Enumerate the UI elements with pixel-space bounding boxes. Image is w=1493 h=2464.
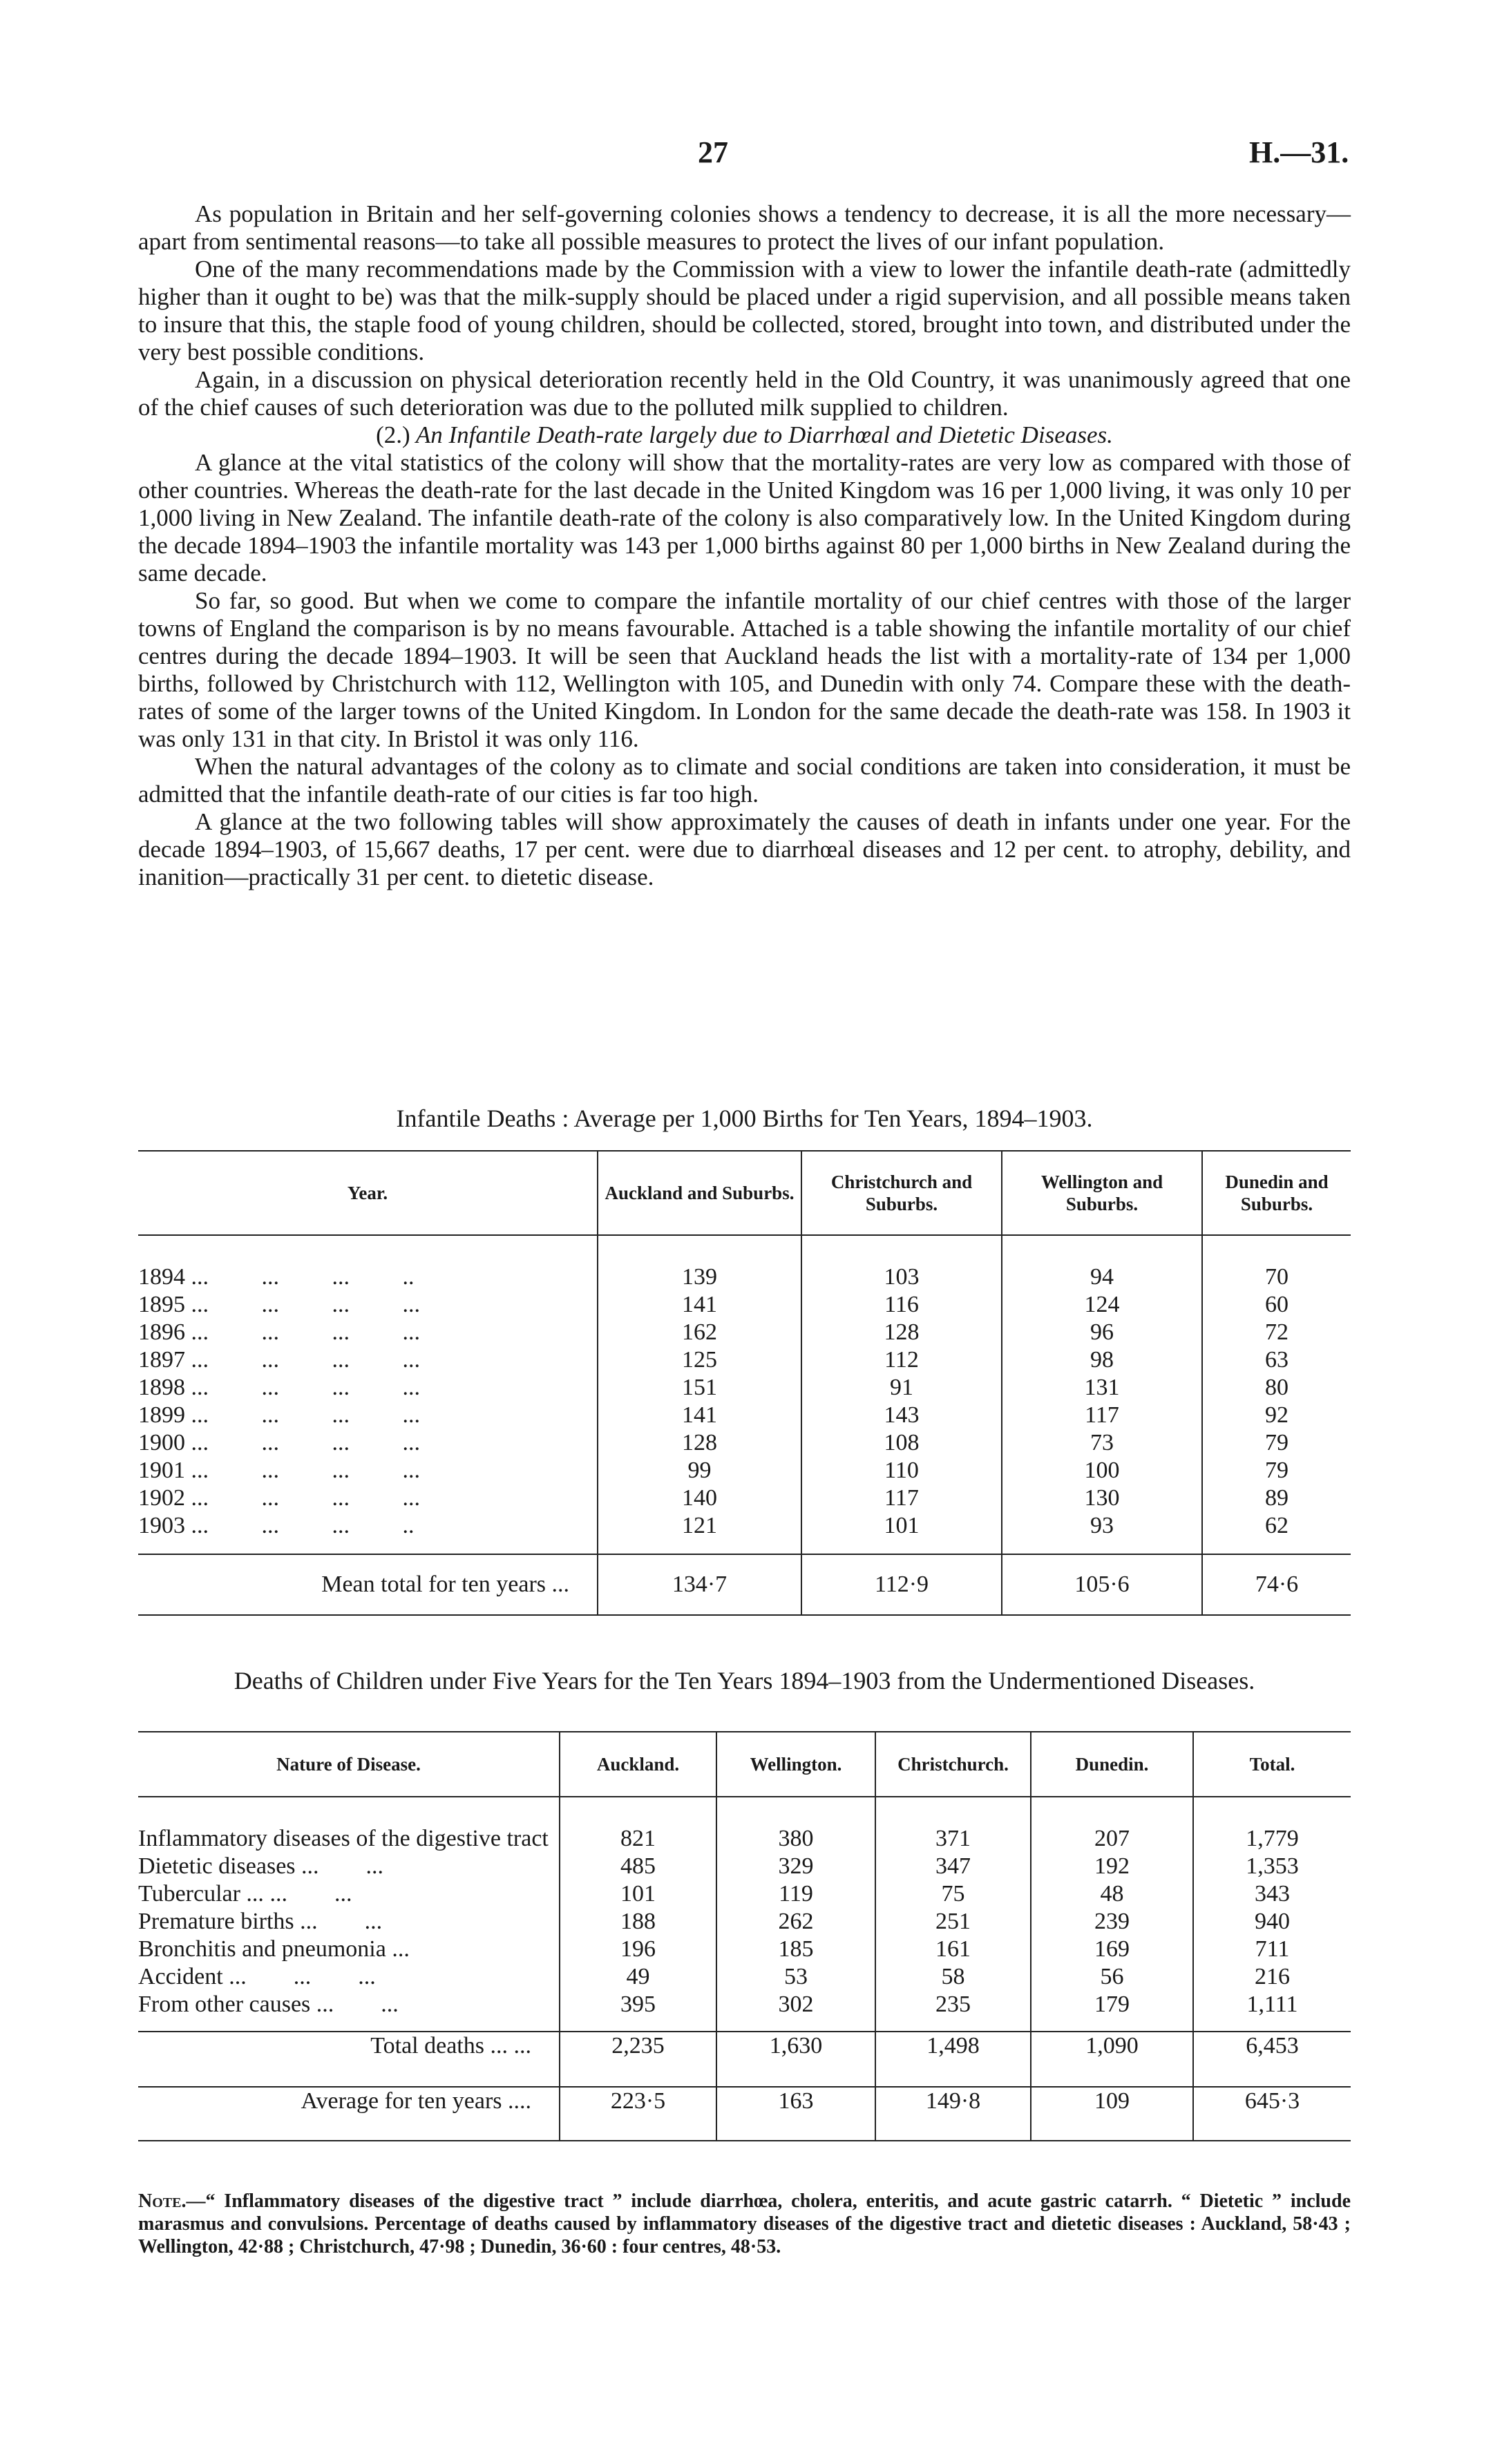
value-cell: 75 — [875, 1880, 1031, 1908]
dot-leader: ... ... ... ... — [191, 1319, 420, 1345]
year-value: 1899 — [138, 1402, 185, 1428]
table-row — [138, 1991, 1351, 2032]
value-cell: 121 — [598, 1512, 801, 1554]
subheading-number: (2.) — [376, 421, 410, 448]
note-text: —“ Inflammatory diseases of the digestive tract ” include diarrhœa, cholera, enteritis, and acute gastric catarrh. “ Dietetic ” include marasmus and convulsions. Percentage of deaths caused by inflammatory diseases of the digestive tract and dietetic diseases : Auckland, 58·43 ; Wellington, 42·88 ; Christchurch, 47·98 ; Dunedin, 36·60 : four centres, 48·53. — [138, 2190, 1351, 2257]
value-cell: 79 — [1202, 1429, 1351, 1457]
year-cell — [138, 1374, 598, 1402]
value-cell: 235 — [875, 1991, 1031, 2032]
value-cell: 196 — [560, 1936, 716, 1963]
year-cell — [138, 1319, 598, 1346]
value-cell: 140 — [598, 1484, 801, 1512]
mean-value: 74·6 — [1202, 1554, 1351, 1615]
col-header-total: Total. — [1193, 1732, 1351, 1797]
value-cell: 179 — [1031, 1991, 1193, 2032]
year-cell — [138, 1484, 598, 1512]
value-cell: 125 — [598, 1346, 801, 1374]
value-cell: 56 — [1031, 1963, 1193, 1991]
average-value: 149·8 — [875, 2087, 1031, 2141]
average-value: 645·3 — [1193, 2087, 1351, 2141]
dot-leader: ... ... — [269, 1881, 352, 1907]
average-row — [138, 2087, 1351, 2141]
value-cell: 110 — [801, 1457, 1002, 1484]
value-cell: 192 — [1031, 1853, 1193, 1880]
paragraph: As population in Britain and her self-governing colonies shows a tendency to decrease, it is all the more necessary—apart from sentimental reasons—to take all possible measures to protect the lives of our infant population. — [138, 200, 1351, 255]
value-cell: 70 — [1202, 1235, 1351, 1291]
year-value: 1903 — [138, 1513, 185, 1538]
value-cell: 79 — [1202, 1457, 1351, 1484]
dot-leader: ... ... ... .. — [191, 1264, 415, 1290]
value-cell: 395 — [560, 1991, 716, 2032]
mean-value: 112·9 — [801, 1554, 1002, 1615]
value-cell: 89 — [1202, 1484, 1351, 1512]
year-value: 1900 — [138, 1430, 185, 1455]
paragraph: Again, in a discussion on physical deterioration recently held in the Old Country, it was unanimously agreed that one of the chief causes of such deterioration was due to the polluted milk supplied to children. — [138, 366, 1351, 421]
disease-cell — [138, 1963, 560, 1991]
value-cell: 821 — [560, 1797, 716, 1853]
year-value: 1898 — [138, 1375, 185, 1400]
value-cell: 169 — [1031, 1936, 1193, 1963]
mean-value: 134·7 — [598, 1554, 801, 1615]
value-cell: 141 — [598, 1402, 801, 1429]
value-cell: 94 — [1002, 1235, 1202, 1291]
value-cell: 93 — [1002, 1512, 1202, 1554]
value-cell: 92 — [1202, 1402, 1351, 1429]
value-cell: 58 — [875, 1963, 1031, 1991]
total-value: 1,630 — [716, 2032, 875, 2087]
dot-leader: ... ... ... ... — [191, 1375, 420, 1400]
dot-leader: ... ... — [301, 1853, 384, 1879]
value-cell: 1,111 — [1193, 1991, 1351, 2032]
value-cell: 73 — [1002, 1429, 1202, 1457]
table-row — [138, 1512, 1351, 1554]
table-row — [138, 1429, 1351, 1457]
year-value: 1896 — [138, 1319, 185, 1345]
value-cell: 96 — [1002, 1319, 1202, 1346]
disease-cell — [138, 1908, 560, 1936]
col-header-wellington: Wellington. — [716, 1732, 875, 1797]
table-row — [138, 1346, 1351, 1374]
table-row — [138, 1908, 1351, 1936]
dot-leader: ... ... ... .. — [191, 1513, 415, 1538]
paragraph: One of the many recommendations made by the Commission with a view to lower the infantile death-rate (admittedly higher than it ought to be) was that the milk-supply should be placed under a rigid supervision, and all possible means taken to insure that this, the staple food of young children, should be collected, stored, brought into town, and distributed under the very best possible conditions. — [138, 256, 1351, 365]
average-value: 109 — [1031, 2087, 1193, 2141]
value-cell: 1,353 — [1193, 1853, 1351, 1880]
value-cell: 151 — [598, 1374, 801, 1402]
value-cell: 239 — [1031, 1908, 1193, 1936]
value-cell: 251 — [875, 1908, 1031, 1936]
value-cell: 347 — [875, 1853, 1031, 1880]
value-cell: 101 — [801, 1512, 1002, 1554]
total-value: 6,453 — [1193, 2032, 1351, 2087]
disease-cell — [138, 1797, 560, 1853]
dot-leader: ... ... ... ... — [191, 1485, 420, 1511]
total-value: 1,090 — [1031, 2032, 1193, 2087]
col-header-dunedin: Dunedin. — [1031, 1732, 1193, 1797]
dot-leader: ... ... — [300, 1909, 383, 1934]
value-cell: 98 — [1002, 1346, 1202, 1374]
year-cell — [138, 1429, 598, 1457]
mean-row — [138, 1554, 1351, 1615]
year-cell — [138, 1512, 598, 1554]
value-cell: 216 — [1193, 1963, 1351, 1991]
table-row — [138, 1936, 1351, 1963]
value-cell: 60 — [1202, 1291, 1351, 1319]
year-value: 1894 — [138, 1264, 185, 1290]
dot-leader: ... ... ... ... — [191, 1458, 420, 1483]
value-cell: 161 — [875, 1936, 1031, 1963]
disease-label: Dietetic diseases — [138, 1853, 296, 1879]
value-cell: 49 — [560, 1963, 716, 1991]
value-cell: 128 — [598, 1429, 801, 1457]
col-year-header: Year. — [138, 1151, 598, 1235]
year-value: 1902 — [138, 1485, 185, 1511]
value-cell: 124 — [1002, 1291, 1202, 1319]
value-cell: 139 — [598, 1235, 801, 1291]
disease-cell — [138, 1936, 560, 1963]
value-cell: 371 — [875, 1797, 1031, 1853]
total-value: 1,498 — [875, 2032, 1031, 2087]
value-cell: 72 — [1202, 1319, 1351, 1346]
dot-leader: ... ... ... ... — [191, 1292, 420, 1317]
value-cell: 80 — [1202, 1374, 1351, 1402]
paragraph: So far, so good. But when we come to compare the infantile mortality of our chief centres with those of the larger towns of England the comparison is by no means favourable. Attached is a table showing the infantile mortality of our chief centres during the decade 1894–1903. It will be seen that Auckland heads the list with a mortality-rate of 134 per 1,000 births, followed by Christchurch with 112, Wellington with 105, and Dunedin with only 74. Compare these with the death-rates of some of the larger towns of the United Kingdom. In London for the same decade the death-rate was 158. In 1903 it was only 131 in that city. In Bristol it was only 116. — [138, 587, 1351, 752]
table-row — [138, 1484, 1351, 1512]
value-cell: 130 — [1002, 1484, 1202, 1512]
value-cell: 116 — [801, 1291, 1002, 1319]
disease-label: Tubercular ... — [138, 1881, 264, 1907]
dot-leader: ... — [392, 1936, 410, 1962]
value-cell: 62 — [1202, 1512, 1351, 1554]
year-cell — [138, 1291, 598, 1319]
value-cell: 128 — [801, 1319, 1002, 1346]
value-cell: 101 — [560, 1880, 716, 1908]
infantile-deaths-table — [138, 1150, 1351, 1616]
disease-cell — [138, 1853, 560, 1880]
total-value: 2,235 — [560, 2032, 716, 2087]
subheading-text: An Infantile Death-rate largely due to Diarrhœal and Dietetic Diseases. — [415, 421, 1113, 448]
body-text — [138, 200, 1351, 891]
value-cell: 1,779 — [1193, 1797, 1351, 1853]
average-label: Average for ten years .... — [138, 2087, 560, 2141]
average-value: 163 — [716, 2087, 875, 2141]
paragraph: A glance at the two following tables will show approximately the causes of death in infants under one year. For the decade 1894–1903, of 15,667 deaths, 17 per cent. were due to diarrhœal diseases and 12 per cent. to atrophy, debility, and inanition—practically 31 per cent. to dietetic disease. — [138, 808, 1351, 890]
value-cell: 91 — [801, 1374, 1002, 1402]
col-header-christchurch: Christchurch and Suburbs. — [801, 1151, 1002, 1235]
col-header-dunedin: Dunedin and Suburbs. — [1202, 1151, 1351, 1235]
note-label: Note. — [138, 2190, 187, 2212]
value-cell: 485 — [560, 1853, 716, 1880]
disease-label: Bronchitis and pneumonia — [138, 1936, 386, 1962]
col-header-wellington: Wellington and Suburbs. — [1002, 1151, 1202, 1235]
table-row — [138, 1457, 1351, 1484]
table2-title: Deaths of Children under Five Years for the Ten Years 1894–1903 from the Undermentioned Diseases. — [234, 1667, 1255, 1694]
value-cell: 141 — [598, 1291, 801, 1319]
table-row — [138, 1402, 1351, 1429]
value-cell: 143 — [801, 1402, 1002, 1429]
col-header-christchurch: Christchurch. — [875, 1732, 1031, 1797]
disease-label: Accident — [138, 1964, 223, 1989]
value-cell: 380 — [716, 1797, 875, 1853]
mean-label: Mean total for ten years ... — [138, 1554, 598, 1615]
table-row — [138, 1880, 1351, 1908]
table-row — [138, 1963, 1351, 1991]
table-row — [138, 1374, 1351, 1402]
average-value: 223·5 — [560, 2087, 716, 2141]
total-label: Total deaths ... ... — [138, 2032, 560, 2087]
value-cell: 711 — [1193, 1936, 1351, 1963]
disease-label: Inflammatory diseases of the digestive tract — [138, 1826, 549, 1851]
value-cell: 131 — [1002, 1374, 1202, 1402]
value-cell: 99 — [598, 1457, 801, 1484]
document-code: H.—31. — [1249, 135, 1349, 169]
value-cell: 343 — [1193, 1880, 1351, 1908]
year-value: 1897 — [138, 1347, 185, 1373]
year-cell — [138, 1346, 598, 1374]
value-cell: 103 — [801, 1235, 1002, 1291]
dot-leader: ... ... ... ... — [191, 1402, 420, 1428]
col-header-auckland: Auckland and Suburbs. — [598, 1151, 801, 1235]
table1-title: Infantile Deaths : Average per 1,000 Births for Ten Years, 1894–1903. — [396, 1105, 1093, 1132]
table-row — [138, 1291, 1351, 1319]
value-cell: 100 — [1002, 1457, 1202, 1484]
mean-value: 105·6 — [1002, 1554, 1202, 1615]
dot-leader: ... ... ... ... — [191, 1430, 420, 1455]
dot-leader: ... ... ... — [229, 1964, 376, 1989]
value-cell: 63 — [1202, 1346, 1351, 1374]
paragraph: A glance at the vital statistics of the colony will show that the mortality-rates are very low as compared with those of other countries. Whereas the death-rate for the last decade in the United Kingdom was 16 per 1,000 living, it was only 10 per 1,000 living in New Zealand. The infantile death-rate of the colony is also comparatively low. In the United Kingdom during the decade 1894–1903 the infantile mortality was 143 per 1,000 births against 80 per 1,000 births in New Zealand during the same decade. — [138, 449, 1351, 586]
col-header-auckland: Auckland. — [560, 1732, 716, 1797]
total-row — [138, 2032, 1351, 2087]
dot-leader: ... ... — [316, 1992, 399, 2017]
disease-cell — [138, 1880, 560, 1908]
year-cell — [138, 1402, 598, 1429]
children-deaths-table — [138, 1731, 1351, 2141]
page-number: 27 — [698, 135, 728, 169]
value-cell: 117 — [1002, 1402, 1202, 1429]
section-subheading — [138, 421, 1351, 449]
year-value: 1901 — [138, 1458, 185, 1483]
value-cell: 185 — [716, 1936, 875, 1963]
value-cell: 53 — [716, 1963, 875, 1991]
value-cell: 162 — [598, 1319, 801, 1346]
disease-cell — [138, 1991, 560, 2032]
year-cell — [138, 1235, 598, 1291]
value-cell: 48 — [1031, 1880, 1193, 1908]
value-cell: 108 — [801, 1429, 1002, 1457]
table-row — [138, 1797, 1351, 1853]
table-row — [138, 1319, 1351, 1346]
paragraph: When the natural advantages of the colony as to climate and social conditions are taken into consideration, it must be admitted that the infantile death-rate of our cities is far too high. — [138, 753, 1351, 808]
dot-leader: ... ... ... ... — [191, 1347, 420, 1373]
disease-label: From other causes — [138, 1992, 311, 2017]
value-cell: 207 — [1031, 1797, 1193, 1853]
disease-label: Premature births — [138, 1909, 294, 1934]
value-cell: 112 — [801, 1346, 1002, 1374]
year-value: 1895 — [138, 1292, 185, 1317]
value-cell: 262 — [716, 1908, 875, 1936]
year-cell — [138, 1457, 598, 1484]
value-cell: 117 — [801, 1484, 1002, 1512]
col-nature-header: Nature of Disease. — [138, 1732, 560, 1797]
value-cell: 940 — [1193, 1908, 1351, 1936]
footnote — [138, 2190, 1351, 2258]
value-cell: 119 — [716, 1880, 875, 1908]
value-cell: 329 — [716, 1853, 875, 1880]
value-cell: 302 — [716, 1991, 875, 2032]
table-row — [138, 1235, 1351, 1291]
table-row — [138, 1853, 1351, 1880]
value-cell: 188 — [560, 1908, 716, 1936]
